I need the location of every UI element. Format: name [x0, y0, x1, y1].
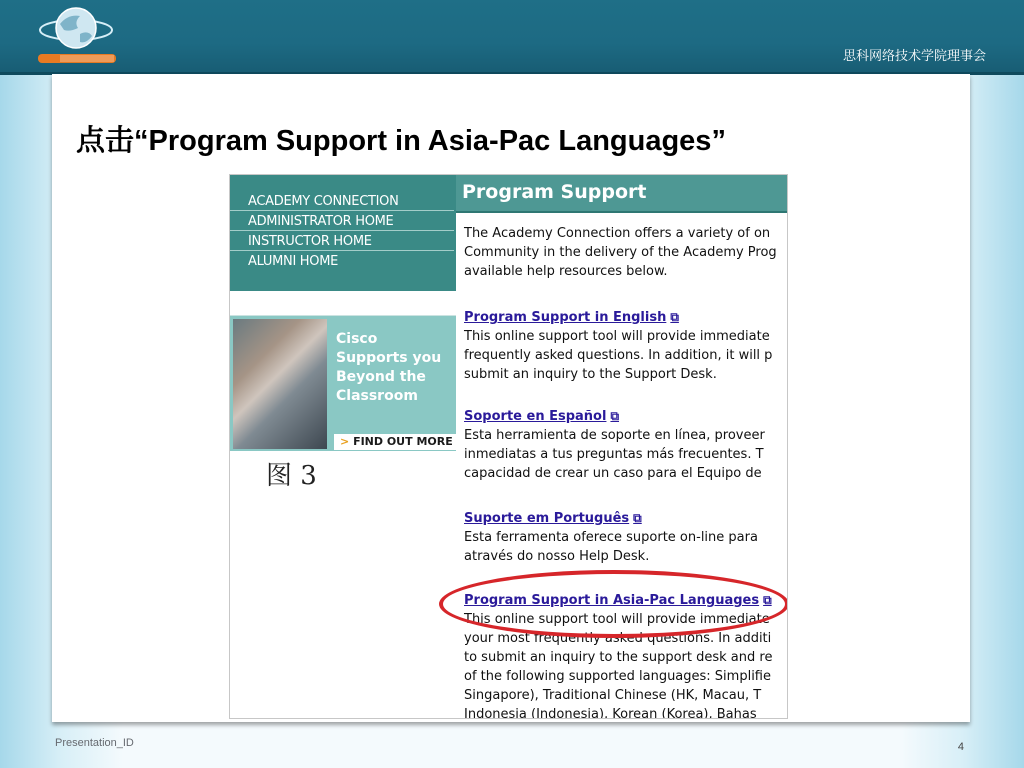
- suporte-portugues-link[interactable]: Suporte em Português ⧉: [464, 511, 642, 526]
- promo-photo: [233, 319, 327, 449]
- desc-line: inmediatas a tus preguntas más frecuentes. T: [464, 447, 764, 462]
- nav-item-administrator-home[interactable]: ADMINISTRATOR HOME: [230, 212, 454, 231]
- promo-line: Classroom: [336, 388, 418, 404]
- org-name: 思科网络技术学院理事会: [842, 49, 986, 64]
- intro-text: [464, 224, 788, 281]
- promo-line: Supports you: [336, 350, 442, 366]
- program-support-english-link[interactable]: Program Support in English ⧉: [464, 310, 679, 325]
- promo-line: Cisco: [336, 331, 378, 347]
- intro-line: The Academy Connection offers a variety of on: [464, 226, 771, 241]
- desc-line: através do nosso Help Desk.: [464, 549, 650, 564]
- desc-line: Esta ferramenta oferece suporte on-line para: [464, 530, 758, 545]
- title-quoted-text: “Program Support in Asia-Pac Languages”: [134, 125, 726, 157]
- desc-line: of the following supported languages: Simplifie: [464, 669, 771, 684]
- external-link-icon: ⧉: [633, 511, 642, 525]
- external-link-icon: ⧉: [670, 310, 679, 324]
- soporte-espanol-link[interactable]: Soporte en Español ⧉: [464, 409, 620, 424]
- program-support-asia-pac-link[interactable]: Program Support in Asia-Pac Languages ⧉: [464, 593, 772, 608]
- find-out-more-link[interactable]: > FIND OUT MORE: [334, 434, 456, 450]
- intro-line: Community in the delivery of the Academy Prog: [464, 245, 777, 260]
- external-link-icon: ⧉: [763, 593, 772, 607]
- globe-logo-icon: [34, 6, 120, 66]
- highlight-circle: [439, 570, 788, 638]
- nav-item-academy-connection[interactable]: ACADEMY CONNECTION: [230, 192, 454, 211]
- desc-line: Indonesia (Indonesia), Korean (Korea), Bahas: [464, 707, 757, 719]
- desc-line: to submit an inquiry to the support desk and re: [464, 650, 773, 665]
- footer-presentation-id: Presentation_ID: [55, 737, 134, 749]
- promo-text: [336, 330, 454, 406]
- figure-label: 图 3: [266, 461, 317, 491]
- header-bar: [0, 0, 1024, 72]
- desc-line: frequently asked questions. In addition, it will p: [464, 348, 773, 363]
- chevron-right-icon: >: [340, 435, 350, 448]
- desc-line: This online support tool will provide immediate: [464, 612, 770, 627]
- title-prefix: 点击: [76, 123, 135, 157]
- panel-title: Program Support: [462, 181, 647, 203]
- support-entry-spanish: [464, 407, 788, 483]
- intro-line: available help resources below.: [464, 264, 668, 279]
- desc-line: This online support tool will provide immediate: [464, 329, 770, 344]
- nav-item-alumni-home[interactable]: ALUMNI HOME: [230, 252, 454, 271]
- desc-line: submit an inquiry to the Support Desk.: [464, 367, 717, 382]
- panel-header: [456, 175, 788, 213]
- promo-line: Beyond the: [336, 369, 426, 385]
- desc-line: your most frequently asked questions. In additi: [464, 631, 772, 646]
- desc-line: capacidad de crear un caso para el Equipo de: [464, 466, 762, 481]
- nav-item-instructor-home[interactable]: INSTRUCTOR HOME: [230, 232, 454, 251]
- desc-line: Singapore), Traditional Chinese (HK, Macau, T: [464, 688, 762, 703]
- support-entry-portuguese: [464, 509, 788, 566]
- support-entry-english: [464, 308, 788, 384]
- promo-banner[interactable]: [230, 315, 456, 451]
- embedded-screenshot: [229, 174, 788, 719]
- page-number: 4: [957, 741, 964, 753]
- slide-title: [76, 118, 726, 159]
- external-link-icon: ⧉: [610, 409, 620, 423]
- desc-line: Esta herramienta de soporte en línea, proveer: [464, 428, 765, 443]
